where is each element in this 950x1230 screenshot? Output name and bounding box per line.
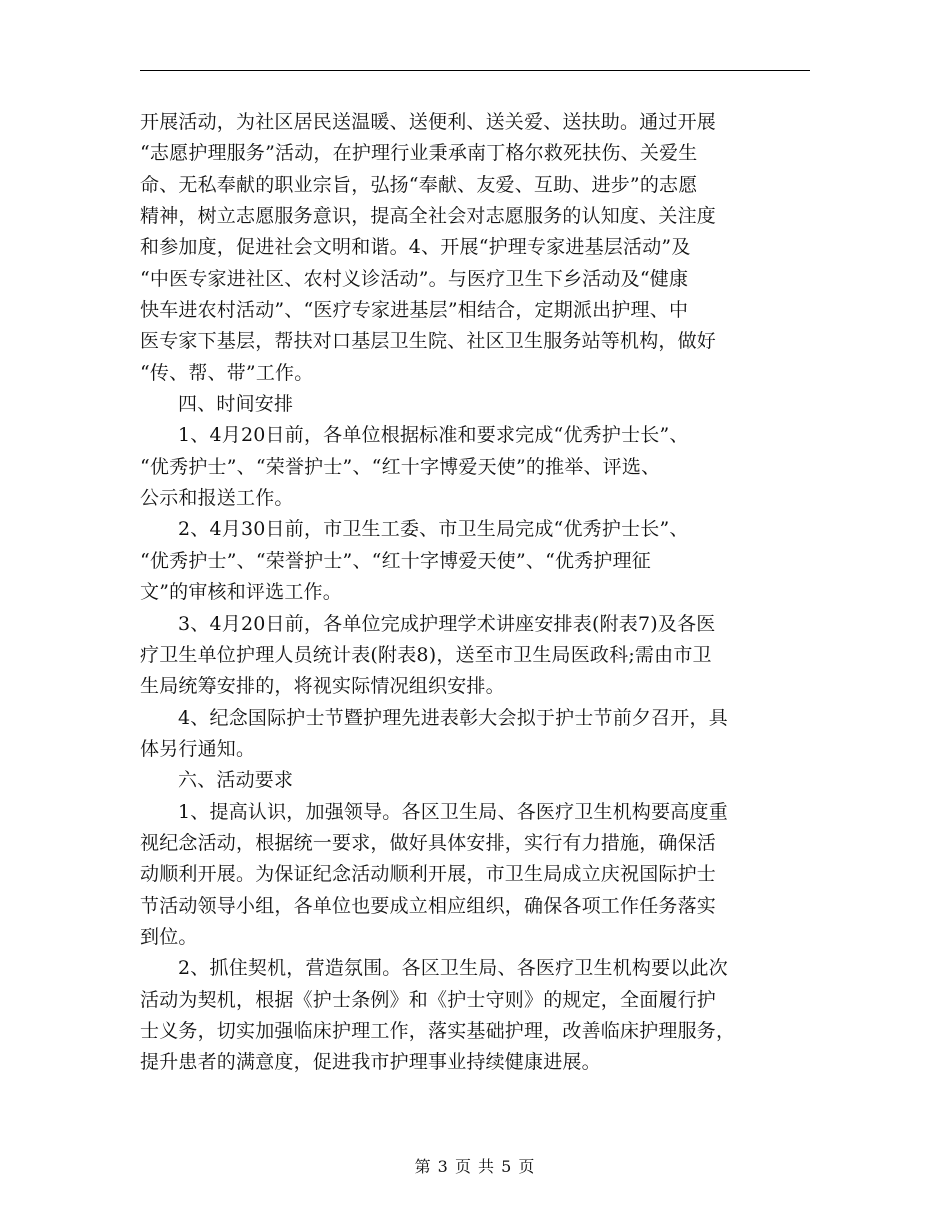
text-line: 士义务，切实加强临床护理工作，落实基础护理，改善临床护理服务，: [140, 1019, 736, 1042]
text-line: 开展活动，为社区居民送温暖、送便利、送关爱、送扶助。通过开展: [140, 111, 717, 133]
text-line: “优秀护士”、“荣誉护士”、“红十字博爱天使”的推举、评选、: [140, 455, 661, 478]
text-line: “志愿护理服务”活动，在护理行业秉承南丁格尔救死扶伤、关爱生: [140, 142, 698, 165]
text-line: 和参加度，促进社会文明和谐。4、开展“护理专家进基层活动”及: [140, 236, 691, 259]
text-line: 动顺利开展。为保证纪念活动顺利开展，市卫生局成立庆祝国际护士: [140, 863, 717, 886]
text-line: 4、纪念国际护士节暨护理先进表彰大会拟于护士节前夕召开，具: [178, 706, 728, 729]
text-line: “优秀护士”、“荣誉护士”、“红十字博爱天使”、“优秀护理征: [140, 549, 651, 572]
header-rule: [140, 70, 810, 71]
text-line: 1、4月20日前，各单位根据标准和要求完成“优秀护士长”、: [178, 424, 689, 447]
section-heading: 四、时间安排: [178, 393, 294, 416]
section-heading: 六、活动要求: [178, 769, 294, 792]
text-line: 公示和报送工作。: [140, 487, 294, 510]
text-line: 精神，树立志愿服务意识，提高全社会对志愿服务的认知度、关注度: [140, 205, 717, 228]
text-line: “传、帮、带”工作。: [140, 361, 314, 384]
text-line: 提升患者的满意度，促进我市护理事业持续健康进展。: [140, 1051, 601, 1074]
text-line: 视纪念活动，根据统一要求，做好具体安排，实行有力措施，确保活: [140, 831, 717, 854]
text-line: 疗卫生单位护理人员统计表(附表8)，送至市卫生局医政科;需由市卫: [140, 643, 712, 666]
text-line: 3、4月20日前，各单位完成护理学术讲座安排表(附表7)及各医: [178, 612, 716, 635]
text-line: 1、提高认识，加强领导。各区卫生局、各医疗卫生机构要高度重: [178, 800, 728, 823]
text-line: 活动为契机，根据《护士条例》和《护士守则》的规定，全面履行护: [140, 988, 717, 1011]
text-line: “中医专家进社区、农村义诊活动”。与医疗卫生下乡活动及“健康: [140, 267, 689, 290]
text-line: 节活动领导小组，各单位也要成立相应组织，确保各项工作任务落实: [140, 894, 717, 917]
text-line: 2、4月30日前，市卫生工委、市卫生局完成“优秀护士长”、: [178, 518, 689, 541]
page-number: 第 3 页 共 5 页: [414, 1157, 536, 1176]
text-line: 体另行通知。: [140, 737, 256, 760]
text-line: 到位。: [140, 925, 198, 948]
text-line: 快车进农村活动”、“医疗专家进基层”相结合，定期派出护理、中: [140, 299, 689, 322]
text-line: 2、抓住契机，营造氛围。各区卫生局、各医疗卫生机构要以此次: [178, 957, 728, 980]
text-line: 医专家下基层，帮扶对口基层卫生院、社区卫生服务站等机构，做好: [140, 330, 717, 353]
text-line: 文”的审核和评选工作。: [140, 581, 342, 604]
document-body: [140, 107, 810, 1079]
text-line: 生局统筹安排的，将视实际情况组织安排。: [140, 675, 505, 698]
text-line: 命、无私奉献的职业宗旨，弘扬“奉献、友爱、互助、进步”的志愿: [140, 173, 698, 196]
